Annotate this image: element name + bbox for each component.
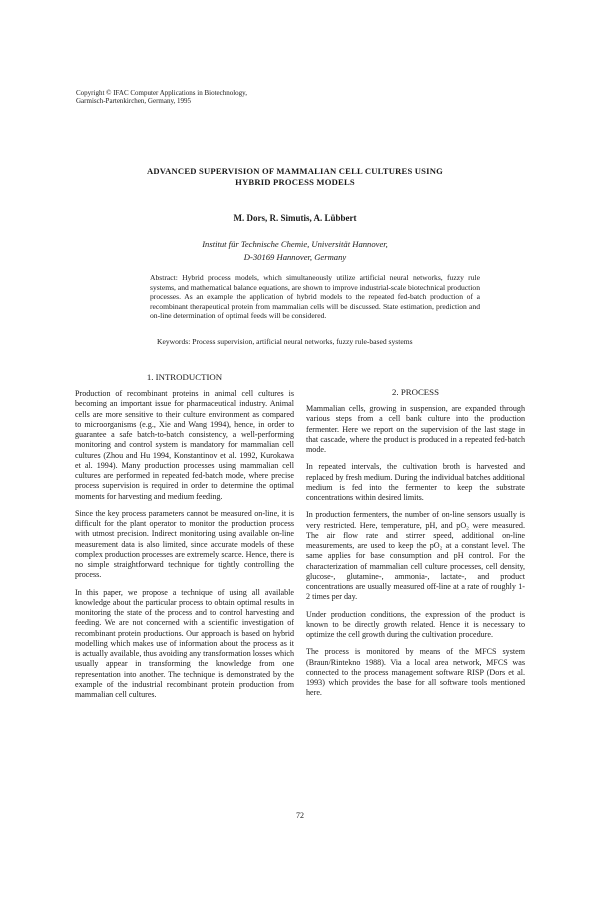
title-line-2: HYBRID PROCESS MODELS bbox=[235, 177, 355, 187]
right-column bbox=[306, 386, 525, 706]
title-line-1: ADVANCED SUPERVISION OF MAMMALIAN CELL CULTURES USING bbox=[147, 166, 443, 176]
paragraph: In repeated intervals, the cultivation broth is harvested and replaced by fresh medium. During the individual batches additional medium is fed into the fermenter to keep the substrate concentrations within desired limits. bbox=[306, 462, 525, 502]
section-heading-introduction: 1. INTRODUCTION bbox=[146, 372, 223, 382]
paragraph: The process is monitored by means of the MFCS system (Braun/Rintekno 1988). Via a local area network, MFCS was connected to the process management software RISP (Dors et al. 1993) which provides the base for all software tools mentioned here. bbox=[306, 647, 525, 698]
affiliation-line-2: D-30169 Hannover, Germany bbox=[243, 252, 347, 262]
paragraph: In this paper, we propose a technique of using all available knowledge about the particular process to obtain optimal results in monitoring the state of the process and to control harvesting and feeding. We are not concerned with a scientific investigation of recombinant protein productions. Our approach is based on hybrid modelling which makes use of information about the process as it is actually available, thus avoiding any transformation losses which usually appear in transforming the knowledge from one representation into another. The technique is demonstrated by the example of the industrial recombinant protein production from mammalian cell cultures. bbox=[75, 587, 294, 699]
paragraph: Since the key process parameters cannot be measured on-line, it is difficult for the plant operator to monitor the production process with utmost precision. Indirect monitoring using available on-line measurement data is also limited, since accurate models of these complex production processes are extremely scarce. Hence, there is no simple straightforward technique for tightly controlling the process. bbox=[75, 508, 294, 580]
abstract: Abstract: Hybrid process models, which simultaneously utilize artificial neural networks, fuzzy rule systems, and mathematical balance equations, are shown to improve industrial-scale biotechnical production processes. As an example the application of hybrid models to the repeated fed-batch production of a recombinant therapeutical protein from mammalian cells will be discussed. State estimation, prediction and on-line determination of optimal feeds will be considered. bbox=[150, 273, 480, 321]
keywords: Keywords: Process supervision, artificial neural networks, fuzzy rule-based systems bbox=[157, 337, 413, 346]
paragraph: Mammalian cells, growing in suspension, are expanded through various steps from a cell bank culture into the production fermenter. Here we report on the supervision of the last stage in that cascade, where the product is produced in a repeated fed-batch mode. bbox=[306, 404, 525, 454]
paragraph: Under production conditions, the expression of the product is known to be directly growth related. Hence it is necessary to optimize the cell growth during the cultivation procedure. bbox=[306, 609, 525, 639]
paragraph: Production of recombinant proteins in animal cell cultures is becoming an important issue for pharmaceutical industry. Animal cells are more sensitive to their culture environment as compared to microorganisms (e.g., Xie and Wang 1994), hence, in order to guarantee a safe batch-to-batch consistency, a well-performing monitoring and control system is mandatory for mammalian cell cultures (Zhou and Hu 1994, Konstantinov et al. 1992, Kurokawa et al. 1994). Many production processes using mammalian cell cultures are performed in repeated fed-batch mode, where precise process supervision is required in order to determine the optimal moments for harvesting and medium feeding. bbox=[75, 389, 294, 501]
page-number: 72 bbox=[296, 811, 304, 820]
copyright-line-1: Copyright © IFAC Computer Applications in Biotechnology, bbox=[76, 89, 247, 97]
copyright-line-2: Garmisch-Partenkirchen, Germany, 1995 bbox=[76, 97, 192, 106]
copyright-notice bbox=[76, 89, 247, 106]
affiliation-line-1: Institut für Technische Chemie, Universität Hannover, bbox=[202, 239, 388, 249]
authors: M. Dors, R. Simutis, A. Lübbert bbox=[233, 213, 357, 223]
section-heading-process: 2. PROCESS bbox=[392, 387, 439, 397]
paragraph: In production fermenters, the number of on-line sensors usually is very restricted. Here, temperature, pH, and pO₂ were measured. The air flow rate and stirrer speed, additional on-line measurements, are used to keep the pO₂ at a constant level. The same applies for base consumption and pH control. For the characterization of mammalian cell culture processes, cell density, glucose-, glutamine-, ammonia-, lactate-, and product concentrations are usually measured off-line at a rate of roughly 1-2 times per day. bbox=[306, 510, 525, 602]
left-column bbox=[75, 371, 294, 707]
affiliation bbox=[100, 238, 490, 264]
paper-title bbox=[100, 166, 490, 188]
